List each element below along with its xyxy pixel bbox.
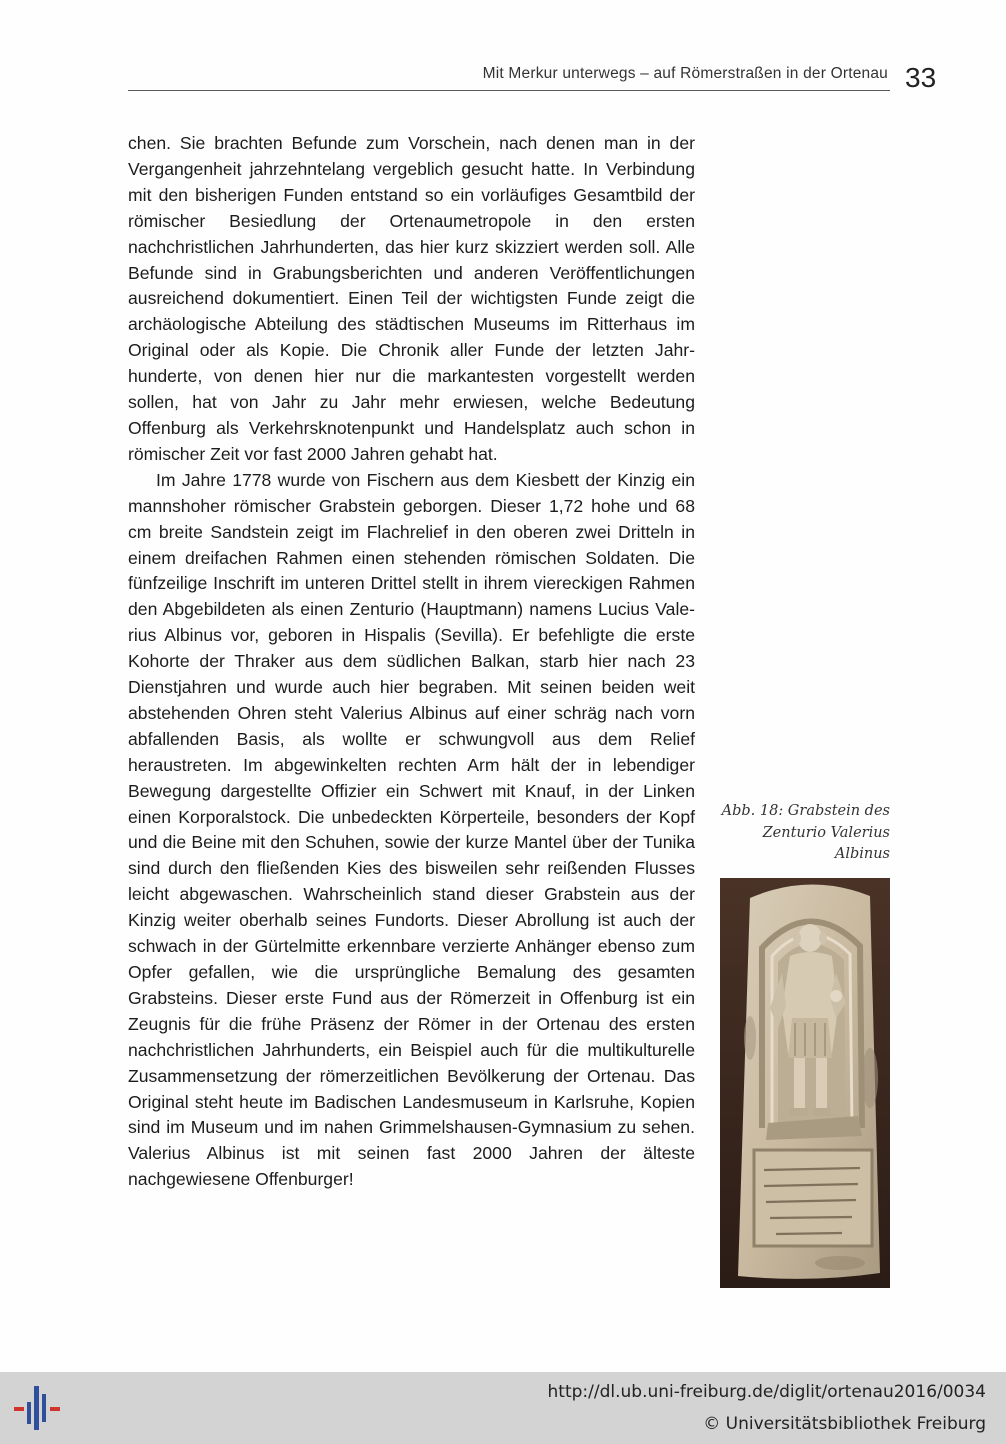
paragraph: Im Jahre 1778 wurde von Fischern aus dem Kiesbett der Kinzig ein mannshoher römischer Grabstein geborgen. Dieser 1,72 hohe und 68 cm breite Sandstein zeigt im Flachrelief in den oberen zwei Dritteln in einem dreifachen Rahmen einen stehenden römischen Soldaten. Die fünfzeilige Inschrift im unteren Drittel stellt in ihrem viereckigen Rahmen den Abgebildeten als einen Zenturio (Hauptmann) namens Lucius Valerius Albinus vor, geboren in Hispalis (Sevilla). Er befehligte die erste Kohorte der Thraker aus dem südlichen Balkan, starb hier nach 23 Dienstjahren und wurde auch hier begraben. Mit seinen beiden weit abstehenden Ohren steht Valerius Albinus auf einer schräg nach vorn abfallenden Basis, als wollte er schwungvoll aus dem Relief heraustreten. Im abgewinkelten rechten Arm hält der in lebendiger Bewegung dargestellte Offizier ein Schwert mit Knauf, in der Linken einen Korporalstock. Die unbedeckten Körperteile, besonders der Kopf und die Beine mit den Schuhen, sowie der kurze Mantel über der Tunika sind durch den fließenden Kies des bisweilen sehr reißenden Flusses leicht abgewaschen. Wahrscheinlich stand dieser Grabstein aus der Kinzig weiter oberhalb seines Fundorts. Dieser Abrollung ist auch der schwach in der Gürtelmitte erkennbare verzierte Anhänger ebenso zum Opfer gefallen, wie die ursprüngliche Bemalung des gesamten Grabsteins. Dieser erste Fund aus der Römerzeit in Offenburg ist ein Zeugnis für die frühe Präsenz der Römer in der Ortenau des ersten nachchristlichen Jahrhunderts, ein Beispiel auch für die multikulturelle Zusammensetzung der römerzeitlichen Bevölkerung der Ortenau. Das Original steht heute im Badischen Landesmuseum in Karlsruhe, Kopien sind im Museum und im nahen Grimmelshausen-Gymnasium zu sehen. Valerius Albinus ist mit seinen fast 2000 Jahren der älteste nachgewiesene Offenburger! xyxy=(128,469,695,1190)
footer-copyright: © Universitätsbibliothek Freiburg xyxy=(703,1414,986,1434)
body-text xyxy=(128,131,695,1193)
footer-bar xyxy=(0,1372,1006,1444)
gravestone-photo xyxy=(720,878,890,1288)
page-number: 33 xyxy=(905,62,937,93)
footer-url-link[interactable]: http://dl.ub.uni-freiburg.de/diglit/ortenau2016/0034 xyxy=(547,1382,986,1402)
library-logo-icon xyxy=(12,1382,64,1434)
running-header xyxy=(128,62,890,91)
figure-caption: Abb. 18: Grabstein des Zenturio Valerius Albinus xyxy=(721,803,890,862)
gravestone-relief-image xyxy=(720,878,890,1288)
paragraph: chen. Sie brachten Befunde zum Vorschein, nach denen man in der Vergangenheit jahrzehntelang vergeblich gesucht hatte. In Verbindung mit den bisherigen Funden entstand so ein vorläufiges Gesamtbild der römischer Besiedlung der Ortenaumetropole in den ersten nachchristlichen Jahrhunderten, das hier kurz skizziert werden soll. Alle Befunde sind in Grabungsberichten und anderen Veröffentlichungen ausreichend dokumentiert. Einen Teil der wichtigsten Funde zeigt die archäologische Abteilung des städtischen Museums im Ritterhaus im Original oder als Kopie. Die Chronik aller Funde der letzten Jahrhunderte, von denen hier nur die markantesten vorgestellt werden sollen, hat von Jahr zu Jahr mehr erwiesen, welche Bedeutung Offenburg als Verkehrsknotenpunkt und Handelsplatz auch schon in römischer Zeit vor fast 2000 Jahren gehabt hat. xyxy=(128,133,695,464)
running-header-title: Mit Merkur unterwegs – auf Römerstraßen in der Ortenau xyxy=(482,65,888,82)
